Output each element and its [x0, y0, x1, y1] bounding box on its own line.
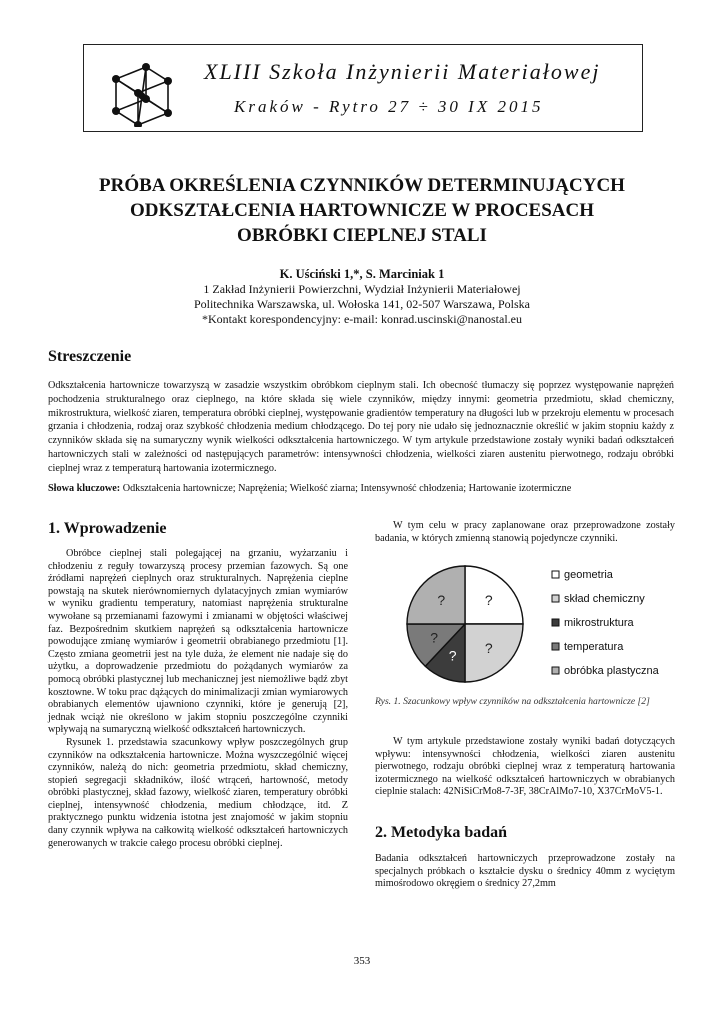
title-line: PRÓBA OKREŚLENIA CZYNNIKÓW DETERMINUJĄCYCH	[99, 175, 625, 196]
paragraph: W tym artykule przedstawione zostały wyniki badań dotyczących wpływu: intensywności chłodzenia, wielkości ziaren austenitu pierwotnego, rodzaju obróbki cieplnej wraz z temperaturą hartowania izotermicznego na wielkość odkształceń hartowniczych w obrabianych cieplnie stalach: 42NiSiCrMo8-7-3F, 38CrAlMo7-10, X37CrMoV5-1.	[375, 736, 675, 798]
authors-block	[60, 267, 664, 327]
section-2-text	[375, 853, 675, 891]
paragraph: W tym celu w pracy zaplanowane oraz przeprowadzone zostały badania, w których zmienną stanowią pojedyncze czynniki.	[375, 520, 675, 544]
conference-title: XLIII Szkoła Inżynierii Materiałowej	[204, 59, 601, 84]
legend-label: mikrostruktura	[564, 617, 634, 629]
title-line: ODKSZTAŁCENIA HARTOWNICZE W PROCESACH	[129, 200, 595, 221]
legend-label: skład chemiczny	[564, 593, 645, 605]
legend-label: obróbka plastyczna	[564, 665, 659, 677]
legend-swatch	[552, 667, 559, 674]
left-column	[48, 548, 348, 850]
pie-slice-geometria	[465, 566, 523, 624]
legend-swatch	[552, 571, 559, 578]
pie-slice-label: ?	[484, 592, 493, 609]
section-1-heading: 1. Wprowadzenie	[48, 520, 167, 537]
pie-slice-label: ?	[484, 639, 493, 656]
factor-influence-pie-chart	[400, 562, 690, 690]
paragraph: Rysunek 1. przedstawia szacunkowy wpływ poszczególnych grup czynników na odkształcenia hartownicze. Można wyszczególnić więcej czynników, należą do nich: geometria przedmiotu, skład chemiczny, stopień segregacji składników, ilość wtrąceń, hartowność, metody obróbki plastycznej, skład fazowy, wielkość ziaren, temperatury obróbki cieplnej, intensywność chłodzenia, medium chłodzące, itd. Z praktycznego punktu widzenia istotna jest znajomość w jakim stopniu dany czynnik wpływa na całkowitą wielkość odkształceń hartowniczych generowanych w trakcie całego procesu obróbki cieplnej.	[48, 736, 348, 849]
crystal-lattice-logo	[106, 49, 176, 127]
abstract-text: Odkształcenia hartownicze towarzyszą w zasadzie wszystkim obróbkom cieplnym stali. Ich obecność tłumaczy się poprzez występowanie naprężeń pochodzenia strukturalnego oraz cieplnego, na które składa się wiele czynników, między innymi: geometria przedmiotu, skład chemiczny, mikrostruktura, wielkość ziaren, temperatura obróbki cieplnej, występowanie gradientów temperatury na długości lub w przekroju elementu w procesach grzania i chłodzenia, rodzaj oraz szybkość chłodzenia medium chłodzącego. Do tej pory nie udało się jednoznacznie określić w jakim stopniu każdy z czynników składa się na sumaryczny wynik wielkości odkształcenia hartowniczego. W tym artykule przedstawione zostały wyniki badań odkształceń hartowniczych stali w zależności od następujących parametrów: intensywności chłodzenia, wielkości ziaren austenitu pierwotnego, rodzaju obróbki cieplnej wraz z temperaturą hartowania izotermicznego.	[48, 380, 674, 474]
conference-location-dates: Kraków - Rytro 27 ÷ 30 IX 2015	[234, 97, 544, 116]
legend-label: temperatura	[564, 641, 624, 653]
affiliation: 1 Zakład Inżynierii Powierzchni, Wydział Inżynierii Materiałowej	[203, 282, 521, 296]
contact-email: *Kontakt korespondencyjny: e-mail: konrad.uscinski@nanostal.eu	[202, 312, 522, 326]
section-2-heading: 2. Metodyka badań	[375, 824, 508, 841]
page-number: 353	[353, 955, 371, 967]
pie-slice-obróbka-plastyczna	[407, 566, 465, 624]
paragraph: Obróbce cieplnej stali polegającej na grzaniu, wyżarzaniu i chłodzeniu z reguły towarzyszą procesy przemian fazowych. Są one źródłami naprężeń cieplnych oraz strukturalnych. Naprężenia cieplne powstają na skutek nierównomiernych dylatacyjnych zmian wymiarów w wyniku gradientu temperatury, natomiast naprężenia strukturalne wywołane są przemianami fazowymi i zmianami w objętości właściwej faz. Bezpośrednim skutkiem naprężeń są odkształcenia hartownicze powodujące zmianę wymiarów i geometrii obrabianego przedmiotu [1]. Często zmiana geometrii jest na tyle duża, że element nie nadaje się do użytku, a doprowadzenie przedmiotu do pożądanych wymiarów za pomocą obróbki plastycznej lub mechanicznej jest niemożliwe bądź zbyt kosztowne. W toku prac dążących do minimalizacji zmian wymiarowych obrabianych elementów ujawniono czynniki, które je generują [2], jednak wciąż nie określono w jakim stopniu poszczególne czynniki wpływają na sumaryczną wielkość odkształceń hartowniczych.	[48, 548, 348, 736]
keywords	[48, 482, 674, 496]
paragraph: Badania odkształceń hartowniczych przeprowadzone zostały na specjalnych próbkach o kształcie dysku o średnicy 40mm z wyciętym mimośrodowo okręgiem o średnicy 27,2mm	[375, 853, 675, 890]
title-line: OBRÓBKI CIEPLNEJ STALI	[237, 225, 487, 246]
legend-swatch	[552, 595, 559, 602]
pie-slice-label: ?	[430, 629, 439, 646]
right-column-intro	[375, 520, 675, 545]
conference-banner	[83, 44, 643, 132]
pie-slice-label: ?	[448, 647, 457, 664]
legend-swatch	[552, 643, 559, 650]
abstract-heading: Streszczenie	[48, 348, 132, 365]
paper-title	[60, 173, 664, 248]
author-names: K. Uściński 1,*, S. Marciniak 1	[279, 267, 445, 281]
keywords-label: Słowa kluczowe:	[48, 483, 121, 494]
legend-label: geometria	[564, 569, 613, 581]
figure-caption: Rys. 1. Szacunkowy wpływ czynników na odkształcenia hartownicze [2]	[375, 696, 650, 707]
legend-swatch	[552, 619, 559, 626]
right-column-body	[375, 736, 675, 799]
pie-slice-label: ?	[437, 592, 446, 609]
pie-slice-skład-chemiczny	[465, 624, 523, 682]
keywords-list: Odkształcenia hartownicze; Naprężenia; Wielkość ziarna; Intensywność chłodzenia; Hartowanie izotermiczne	[122, 483, 572, 494]
address: Politechnika Warszawska, ul. Wołoska 141, 02-507 Warszawa, Polska	[193, 297, 531, 311]
